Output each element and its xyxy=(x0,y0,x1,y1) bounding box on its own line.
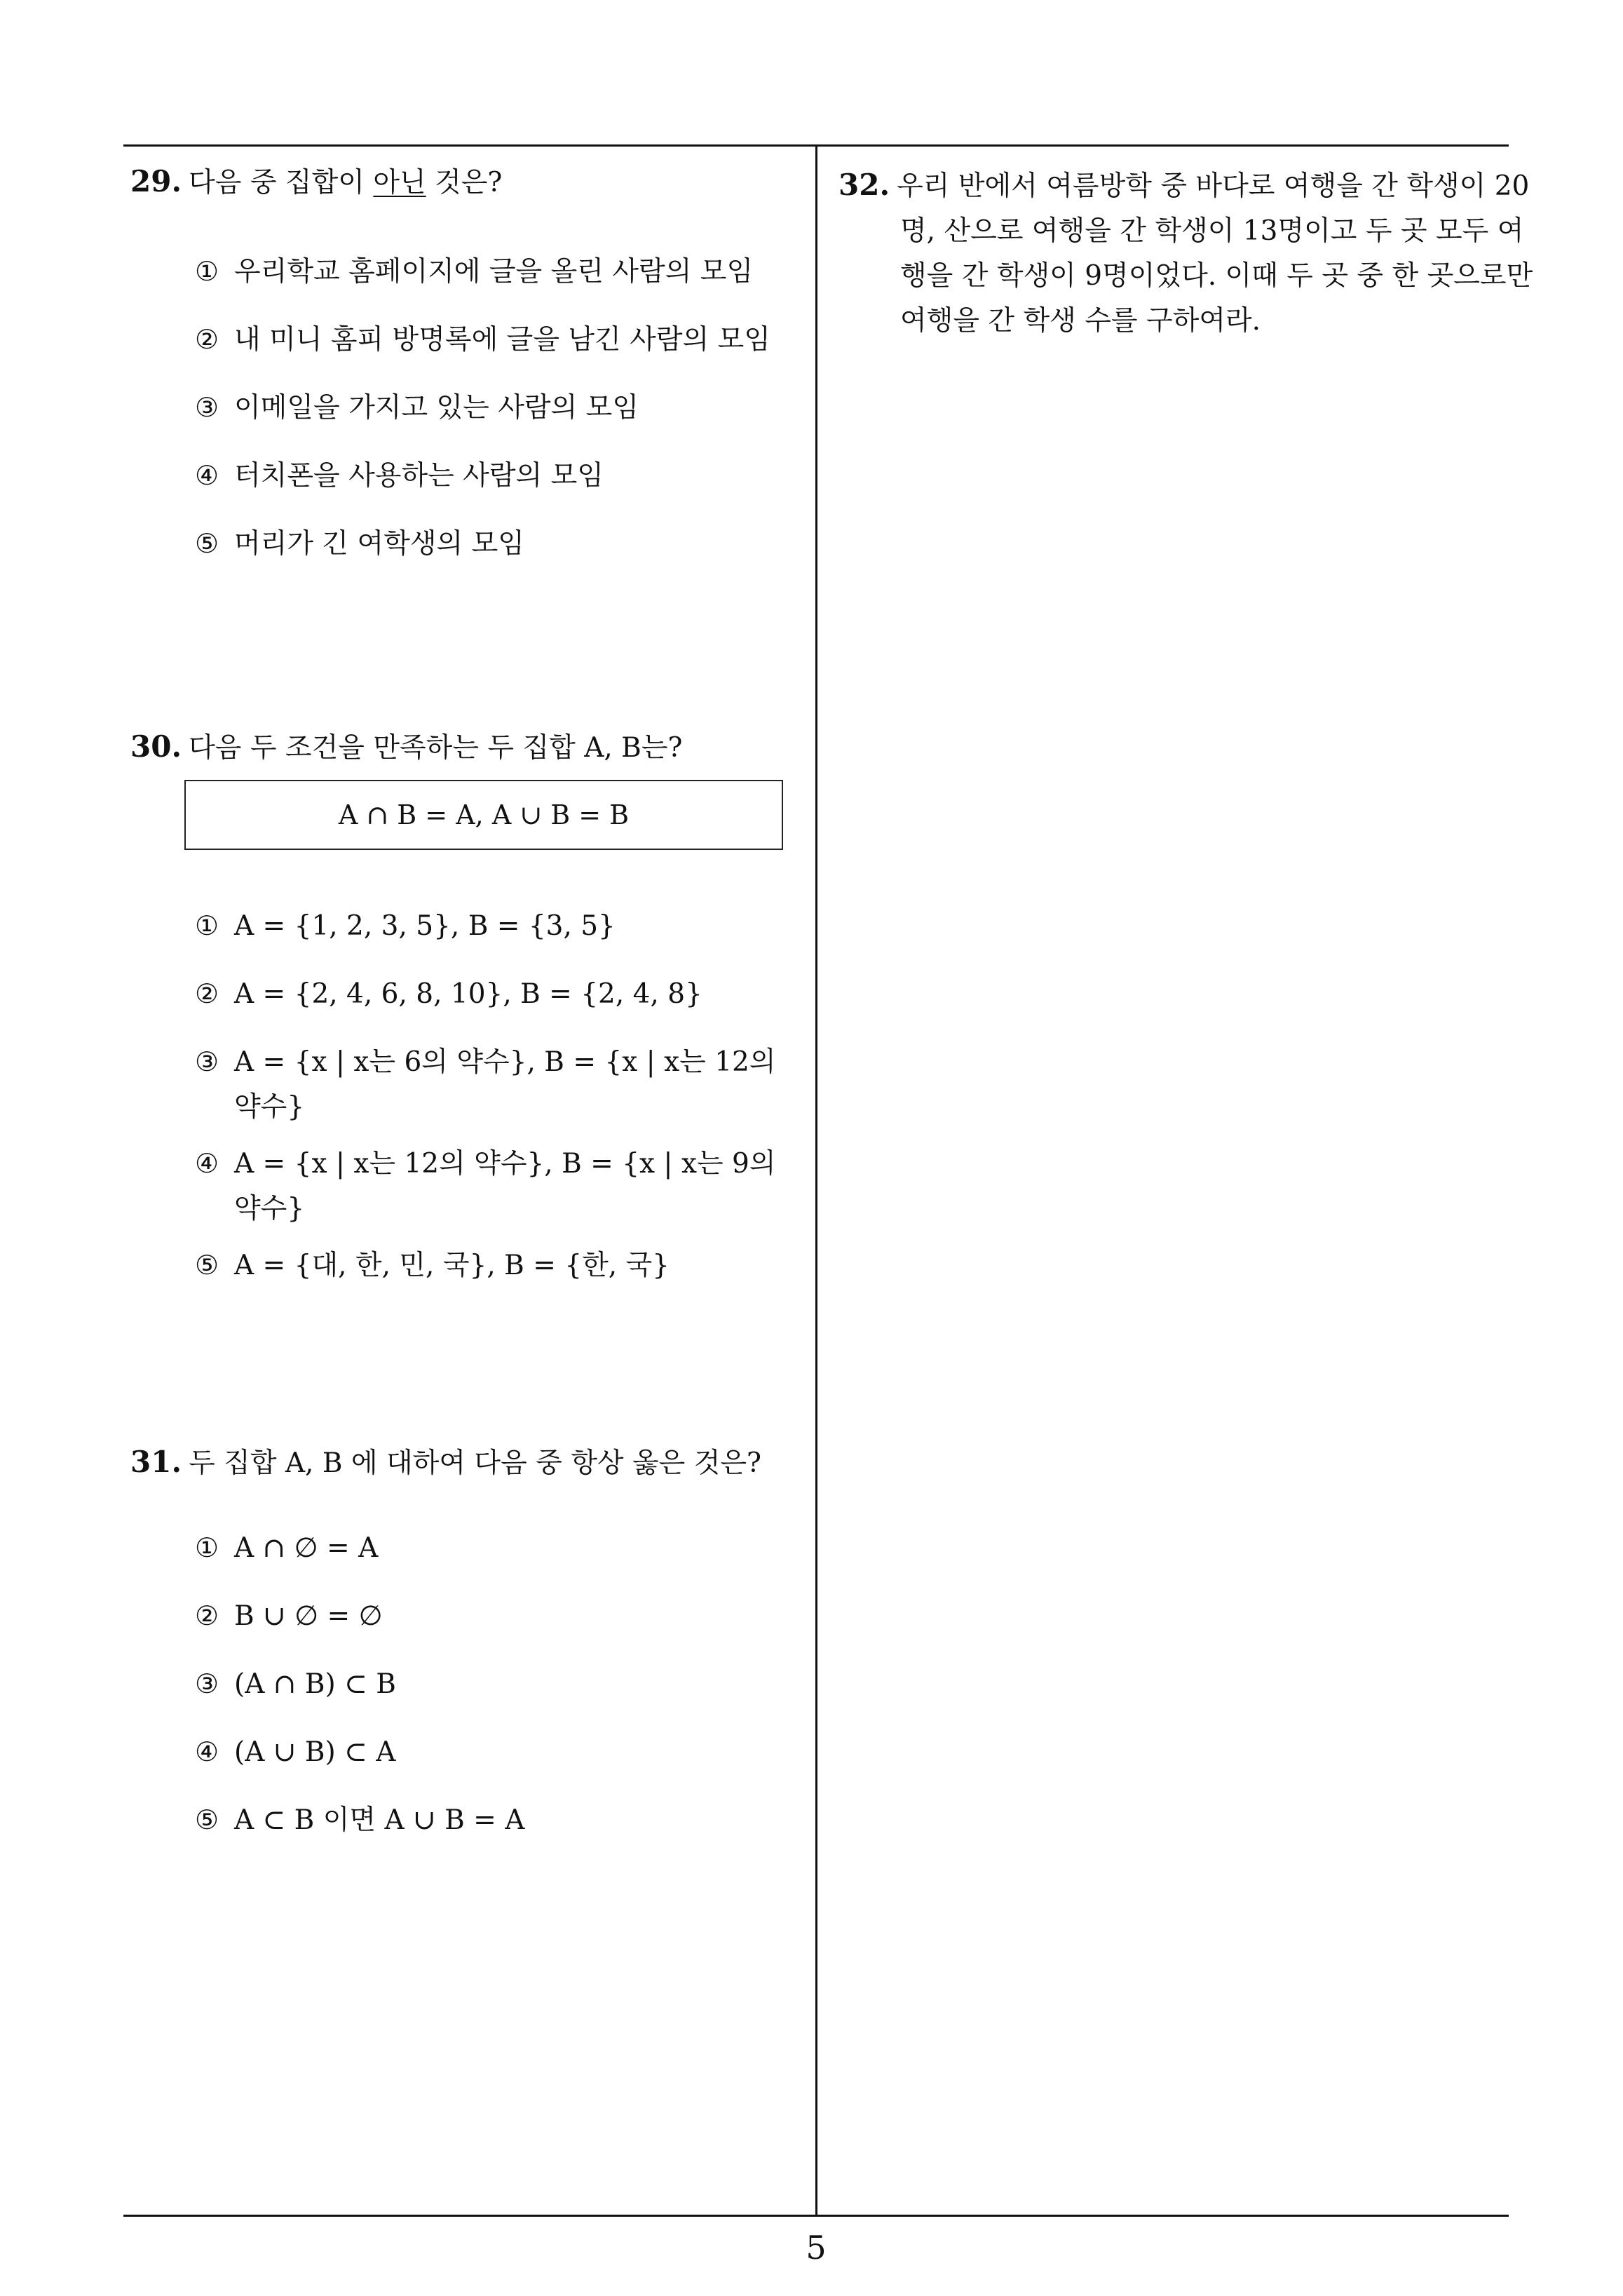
q31-option-5[interactable] xyxy=(195,1803,524,1839)
question-line-1 xyxy=(838,163,1530,209)
q31-option-3[interactable] xyxy=(195,1667,396,1703)
question-line-2: 명, 산으로 여행을 간 학생이 13명이고 두 곳 모두 여 xyxy=(900,215,1524,247)
question-text: 우리 반에서 여름방학 중 바다로 여행을 간 학생이 20 xyxy=(897,170,1530,202)
q31-option-2[interactable] xyxy=(195,1599,383,1635)
option-text: 내 미니 홈피 방명록에 글을 남긴 사람의 모임 xyxy=(234,324,770,356)
question-30 xyxy=(130,728,682,767)
question-32 xyxy=(838,163,1533,344)
option-mark: ① xyxy=(195,910,219,941)
option-mark: ③ xyxy=(195,1046,219,1077)
question-31 xyxy=(130,1443,761,1482)
option-mark: ④ xyxy=(195,460,219,491)
question-29 xyxy=(130,163,502,201)
question-text: 다음 두 조건을 만족하는 두 집합 A, B는? xyxy=(189,732,683,764)
option-text-continued: 약수} xyxy=(234,1193,305,1224)
question-text-end: 것은? xyxy=(426,167,503,198)
option-text-continued: 약수} xyxy=(234,1091,305,1123)
bottom-rule xyxy=(123,2215,1509,2217)
q30-option-2[interactable] xyxy=(195,977,702,1013)
question-number: 32. xyxy=(838,168,890,202)
question-number: 31. xyxy=(130,1445,182,1479)
option-mark: ⑤ xyxy=(195,1804,219,1835)
option-mark: ③ xyxy=(195,392,219,423)
option-text: A = {대, 한, 민, 국}, B = {한, 국} xyxy=(234,1250,670,1281)
q31-option-4[interactable] xyxy=(195,1735,395,1771)
option-text: A = {x | x는 12의 약수}, B = {x | x는 9의 xyxy=(234,1148,776,1180)
option-mark: ② xyxy=(195,978,219,1009)
q29-option-2[interactable] xyxy=(195,323,770,358)
option-text: 이메일을 가지고 있는 사람의 모임 xyxy=(234,392,639,424)
q29-option-5[interactable] xyxy=(195,527,524,562)
option-text: (A ∪ B) ⊂ A xyxy=(234,1736,396,1768)
option-mark: ② xyxy=(195,324,219,355)
q31-option-1[interactable] xyxy=(195,1531,378,1567)
condition-box xyxy=(184,780,783,850)
question-line-3: 행을 간 학생이 9명이었다. 이때 두 곳 중 한 곳으로만 xyxy=(900,260,1533,292)
question-number: 29. xyxy=(130,164,182,198)
column-divider xyxy=(815,144,817,2217)
option-mark: ① xyxy=(195,1532,219,1563)
q29-option-1[interactable] xyxy=(195,255,753,290)
option-text: A ⊂ B 이면 A ∪ B = A xyxy=(234,1804,525,1836)
option-text: A = {1, 2, 3, 5}, B = {3, 5} xyxy=(234,910,616,942)
q29-option-3[interactable] xyxy=(195,391,639,426)
q30-option-5[interactable] xyxy=(195,1248,670,1284)
question-text-start: 다음 중 집합이 xyxy=(189,167,374,198)
option-mark: ④ xyxy=(195,1736,219,1767)
question-text-underlined: 아닌 xyxy=(373,167,426,198)
option-mark: ⑤ xyxy=(195,1250,219,1281)
option-text: 머리가 긴 여학생의 모임 xyxy=(234,528,524,560)
question-line-4: 여행을 간 학생 수를 구하여라. xyxy=(900,305,1261,337)
option-mark: ⑤ xyxy=(195,528,219,559)
question-number: 30. xyxy=(130,729,182,764)
option-mark: ③ xyxy=(195,1668,219,1699)
option-mark: ④ xyxy=(195,1148,219,1179)
q30-option-3[interactable] xyxy=(195,1045,776,1123)
option-text: B ∪ ∅ = ∅ xyxy=(234,1600,383,1632)
option-text: A ∩ ∅ = A xyxy=(234,1532,379,1564)
q30-option-4[interactable] xyxy=(195,1147,776,1224)
option-text: 터치폰을 사용하는 사람의 모임 xyxy=(234,460,604,492)
condition-text: A ∩ B = A, A ∪ B = B xyxy=(338,799,630,830)
option-mark: ② xyxy=(195,1600,219,1631)
option-text: A = {2, 4, 6, 8, 10}, B = {2, 4, 8} xyxy=(234,978,702,1010)
option-text: 우리학교 홈페이지에 글을 올린 사람의 모임 xyxy=(234,256,754,288)
q29-option-4[interactable] xyxy=(195,459,604,494)
option-text: (A ∩ B) ⊂ B xyxy=(234,1668,396,1700)
q30-option-1[interactable] xyxy=(195,909,616,945)
page-number: 5 xyxy=(806,2229,827,2267)
question-text: 두 집합 A, B 에 대하여 다음 중 항상 옳은 것은? xyxy=(189,1447,761,1479)
option-text: A = {x | x는 6의 약수}, B = {x | x는 12의 xyxy=(234,1046,776,1078)
option-mark: ① xyxy=(195,256,219,287)
